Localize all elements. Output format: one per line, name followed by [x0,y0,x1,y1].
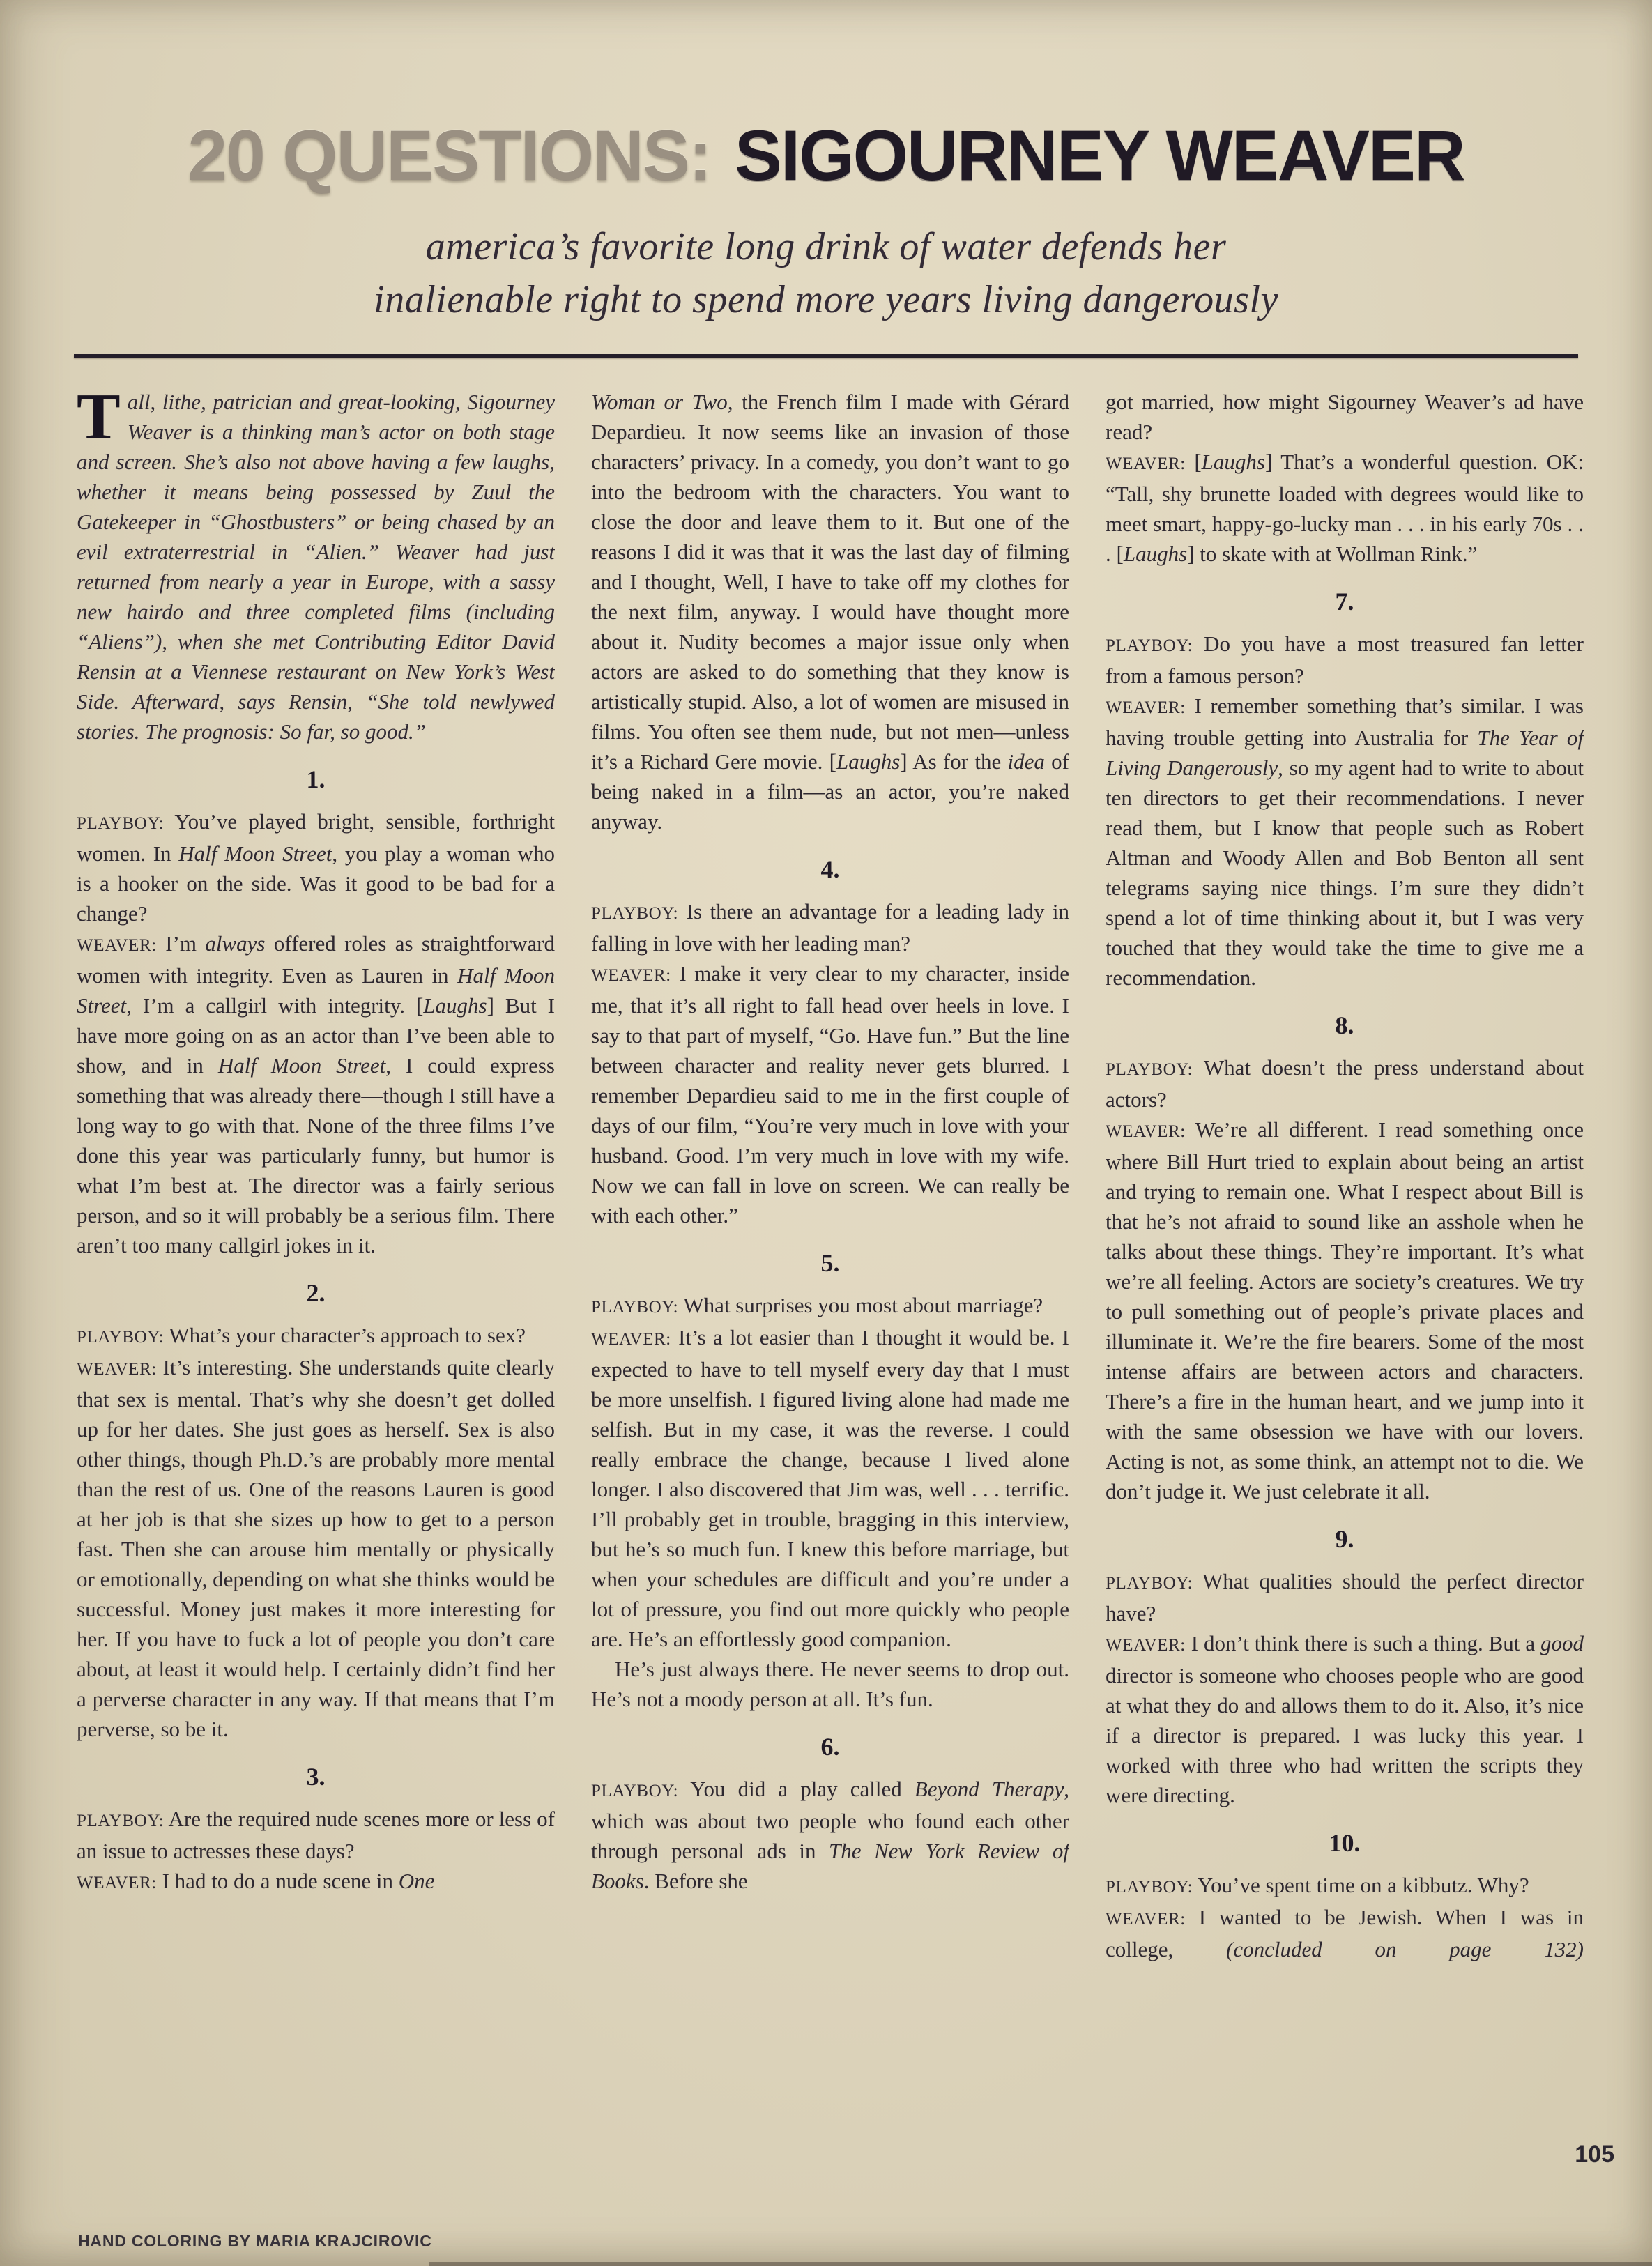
qa-paragraph: WEAVER: I’m always offered roles as straightforward women with integrity. Even as Lauren in Half Moon Street, I’m a callgirl with integrity. [Laughs] But I have more going on as an actor than I’ve been able to show, and in Half Moon Street, I could express something that was already there—though I still have a long way to go with that. None of the three films I’ve done this year was particularly funny, but humor is what I’m best at. The director was a fairly serious person, and so it will probably be a serious film. There aren’t too many callgirl jokes in it. [77,931,555,1257]
speaker-label: PLAYBOY: [1106,636,1193,655]
qa-paragraph: got married, how might Sigourney Weaver’s ad have read? [1106,390,1584,444]
page-title [0,115,1652,197]
qa-paragraph: WEAVER: I make it very clear to my character, inside me, that it’s all right to fall head over heels in love. I say to that part of myself, “Go. Have fun.” But the line between character and reality never gets blurred. I remember Depardieu said to me in the first couple of days of our film, “You’re very much in love with your husband. Good. I’m very much in love with my wife. Now we can fall in love on screen. We can really be with each other.” [591,961,1069,1227]
italic-text: idea [1007,749,1045,774]
italic-text: Laughs [1201,450,1265,474]
qa-paragraph: PLAYBOY: Do you have a most treasured fan letter from a famous person? [1106,631,1584,688]
qa-paragraph: Woman or Two, the French film I made with Gérard Depardieu. It now seems like an invasion of those characters’ privacy. In a comedy, you don’t want to go into the bedroom with the characters. You want to close the door and leave them to it. But one of the reasons I did it was that it was the last day of filming and I thought, Well, I have to take off my clothes for the next film, anyway. I would have thought more about it. Nudity becomes a major issue only when actors are asked to do something that they know is artistically stupid. Also, a lot of women are misused in films. You often see them nude, but not men—unless it’s a Richard Gere movie. [Laughs] As for the idea of being naked in a film—as an actor, you’re naked anyway. [591,390,1069,834]
italic-text: Half Moon Street [178,841,332,866]
subtitle-line-1: america’s favorite long drink of water defends her [425,225,1227,268]
qa-paragraph: PLAYBOY: What qualities should the perfect director have? [1106,1569,1584,1625]
speaker-label: PLAYBOY: [77,1328,165,1347]
question-number: 1. [306,765,326,793]
column-2 [591,387,1069,2266]
speaker-label: PLAYBOY: [1106,1878,1193,1897]
speaker-label: PLAYBOY: [77,814,165,833]
italic-text: Half Moon Street [217,1053,386,1078]
qa-paragraph: PLAYBOY: You did a play called Beyond Therapy, which was about two people who found each other through personal ads in The New York Review of Books. Before she [591,1777,1069,1893]
speaker-label: WEAVER: [77,936,157,955]
question-number: 10. [1329,1829,1361,1857]
italic-text: Woman or Two [591,390,728,414]
italic-text: Half Moon Street [77,963,555,1018]
qa-paragraph: PLAYBOY: Are the required nude scenes more or less of an issue to actresses these days? [77,1807,555,1863]
italic-text: The Year of Living Dangerously [1106,726,1584,780]
question-number: 2. [306,1279,326,1307]
speaker-label: WEAVER: [591,966,671,985]
italic-text: Beyond Therapy [914,1777,1064,1801]
speaker-label: PLAYBOY: [591,1782,679,1800]
question-number: 5. [820,1249,840,1277]
subtitle [0,220,1652,326]
italic-text: Laughs [423,993,487,1018]
speaker-label: WEAVER: [1106,1122,1186,1141]
masthead [0,0,1652,326]
italic-text: Laughs [836,749,901,774]
speaker-label: PLAYBOY: [1106,1574,1193,1593]
qa-paragraph: WEAVER: I remember something that’s similar. I was having trouble getting into Australia for The Year of Living Dangerously, so my agent had to write to about ten directors to get their recommendations. I never read them, but I know that people such as Robert Altman and Woody Allen and Bob Benton all sent telegrams saying nice things. I’m sure they didn’t spend a lot of time thinking about it, but I was very touched that they would take the time to give me a recommendation. [1106,694,1584,990]
subtitle-line-2: inalienable right to spend more years living dangerously [374,278,1278,321]
title-main-text: SIGOURNEY WEAVER [734,116,1464,195]
qa-paragraph: PLAYBOY: What’s your character’s approach to sex? [77,1323,526,1347]
question-number: 6. [820,1733,840,1761]
speaker-label: WEAVER: [1106,1636,1186,1655]
qa-paragraph: WEAVER: We’re all different. I read something once where Bill Hurt tried to explain about being an artist and trying to remain one. What I respect about Bill is that he’s not afraid to sound like an asshole when he talks about these things. They’re important. It’s what we’re all feeling. Actors are society’s creatures. We try to pull something out of people’s private places and illuminate it. We’re the fire bearers. Some of the most intense affairs are between actors and characters. There’s a fire in the human heart, and we jump into it with the same obsession we have with our lovers. Acting is not, as some think, an attempt not to die. We don’t judge it. We just celebrate it all. [1106,1117,1584,1503]
question-number: 8. [1335,1011,1354,1039]
speaker-label: WEAVER: [77,1360,157,1379]
question-number: 9. [1335,1525,1354,1553]
qa-paragraph: PLAYBOY: You’ve spent time on a kibbutz. Why? [1106,1873,1529,1897]
qa-paragraph: PLAYBOY: You’ve played bright, sensible, forthright women. In Half Moon Street, you play a woman who is a hooker on the side. Was it good to be bad for a change? [77,809,555,926]
qa-paragraph: WEAVER: It’s a lot easier than I thought it would be. I expected to have to tell myself every day that I must be more unselfish. I figured living alone had made me selfish. But in my case, it was the reverse. I could really embrace the change, because I lived alone longer. I also discovered that Jim was, well . . . terrific. I’ll probably get in trouble, bragging in this interview, but he’s so much fun. I knew this before marriage, but when your schedules are difficult and you’re under a lot of pressure, you find out more quickly who people are. He’s an effortlessly good companion. [591,1325,1069,1651]
italic-text: (concluded on page 132) [1226,1937,1584,1961]
speaker-label: PLAYBOY: [591,1298,679,1317]
intro-paragraph: Tall, lithe, patrician and great-looking, Sigourney Weaver is a thinking man’s actor on both stage and screen. She’s also not above having a few laughs, whether it means being possessed by Zuul the Gatekeeper in “Ghostbusters” or being chased by an evil extraterrestrial in “Alien.” Weaver had just returned from nearly a year in Europe, with a sassy new hairdo and three completed films (including “Aliens”), when she met Contributing Editor David Rensin at a Viennese restaurant on New York’s West Side. Afterward, says Rensin, “She told newlywed stories. The prognosis: So far, so good.” [77,387,555,744]
qa-paragraph: PLAYBOY: What surprises you most about marriage? [591,1293,1043,1317]
italic-text: Laughs [1123,542,1188,566]
column-1 [77,387,555,2266]
title-ghost-text: 20 QUESTIONS: [188,116,711,195]
article-columns [0,358,1652,2266]
italic-text: good [1540,1631,1584,1655]
qa-paragraph: PLAYBOY: What doesn’t the press understand about actors? [1106,1055,1584,1112]
qa-paragraph: He’s just always there. He never seems to drop out. He’s not a moody person at all. It’s fun. [591,1657,1069,1711]
speaker-label: WEAVER: [1106,698,1186,717]
italic-text: always [205,931,266,956]
question-number: 3. [306,1763,326,1791]
italic-text: One [398,1869,435,1893]
drop-cap: T [77,387,121,453]
speaker-label: PLAYBOY: [77,1812,165,1830]
question-number: 7. [1335,588,1354,615]
qa-paragraph: WEAVER: It’s interesting. She understands quite clearly that sex is mental. That’s why she doesn’t get dolled up for her dates. She just goes as herself. Sex is also other things, though Ph.D.’s are probably more mental than the rest of us. One of the reasons Lauren is good at her job is that she sizes up how to get to a person fast. Then she can arouse him mentally or physically or emotionally, depending on what she thinks would be successful. Money just makes it more interesting for her. If you have to fuck a lot of people you don’t care about, at least it would help. I certainly didn’t find her a perverse character in any way. If that means that I’m perverse, so be it. [77,1355,555,1741]
speaker-label: WEAVER: [77,1874,157,1892]
qa-paragraph: PLAYBOY: Is there an advantage for a leading lady in falling in love with her leading man? [591,899,1069,956]
speaker-label: WEAVER: [591,1330,671,1349]
column-3 [1106,387,1584,2266]
speaker-label: PLAYBOY: [591,904,679,923]
italic-text: The New York Review of Books [591,1839,1069,1893]
qa-paragraph: WEAVER: [Laughs] That’s a wonderful question. OK: “Tall, shy brunette loaded with degrees would like to meet smart, happy-go-lucky man . . . in his early 70s . . . [Laughs] to skate with at Wollman Rink.” [1106,450,1584,566]
photo-credit: HAND COLORING BY MARIA KRAJCIROVIC [78,2232,432,2250]
speaker-label: WEAVER: [1106,454,1186,473]
qa-paragraph: WEAVER: I had to do a nude scene in One [77,1869,435,1893]
question-number: 4. [820,855,840,883]
qa-paragraph: WEAVER: I don’t think there is such a thing. But a good director is someone who chooses people who are good at what they do and allows them to do it. Also, it’s nice if a director is prepared. I was lucky this year. I worked with three who had written the scripts they were directing. [1106,1631,1584,1807]
page-number: 105 [1575,2141,1614,2168]
speaker-label: WEAVER: [1106,1910,1186,1929]
scan-edge-strip [429,2262,1652,2266]
speaker-label: PLAYBOY: [1106,1060,1193,1079]
qa-paragraph: WEAVER: I wanted to be Jewish. When I was in college, (concluded on page 132) [1106,1905,1584,1961]
